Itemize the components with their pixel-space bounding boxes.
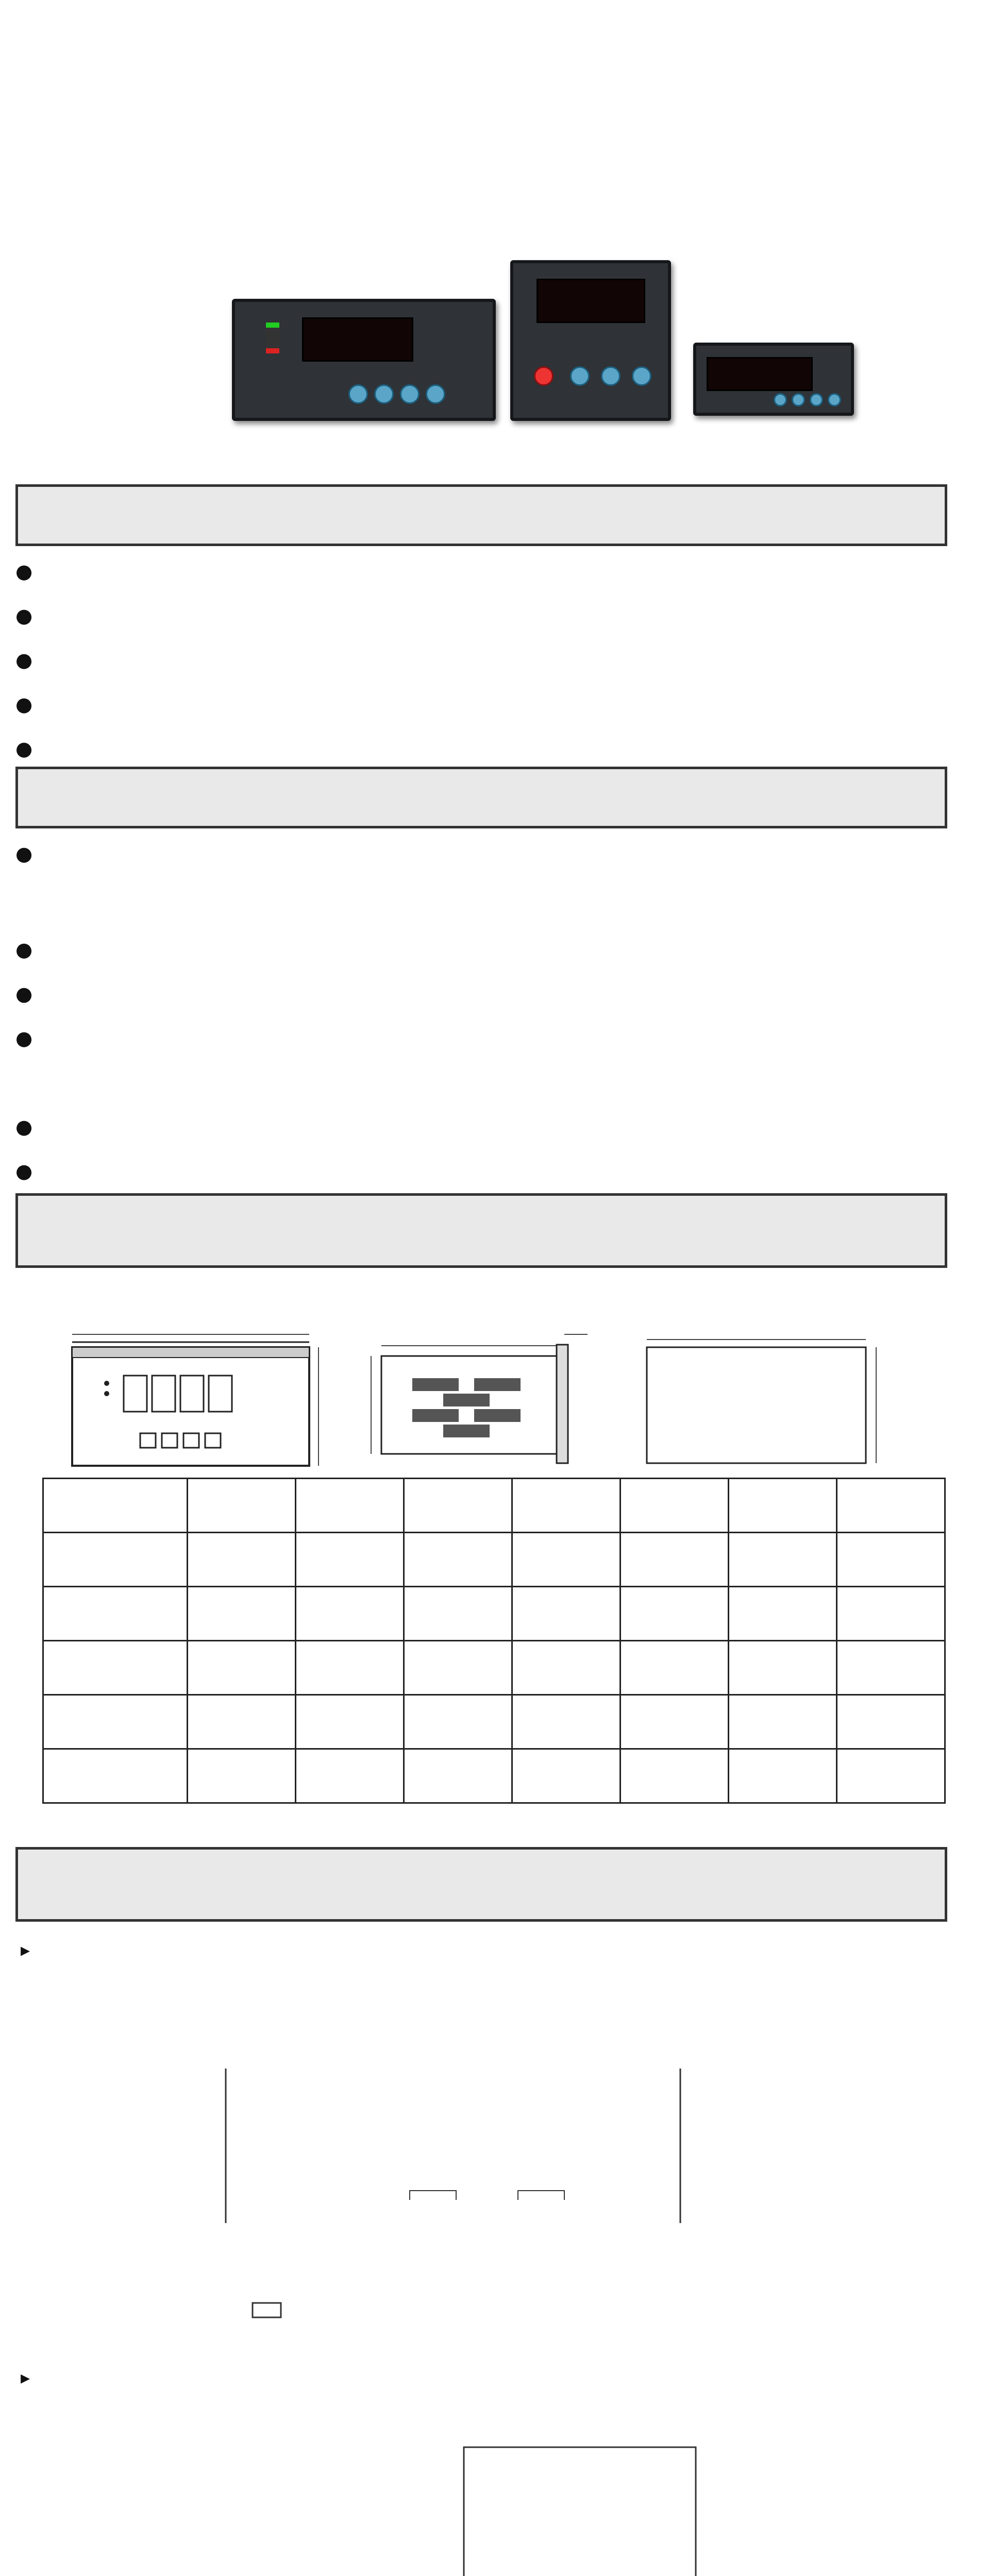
table-cell — [729, 1641, 837, 1695]
product-photo — [227, 252, 871, 428]
bullet-icon: ● — [15, 604, 33, 627]
table-cell — [43, 1587, 188, 1641]
table-cell — [729, 1533, 837, 1587]
meter-button — [570, 366, 590, 386]
table-cell — [404, 1695, 512, 1749]
table-cell — [837, 1533, 945, 1587]
table-cell — [837, 1749, 945, 1803]
table-cell — [729, 1749, 837, 1803]
table-cell — [621, 1641, 729, 1695]
table-cell — [404, 1641, 512, 1695]
table-cell — [404, 1587, 512, 1641]
meter-button — [534, 366, 554, 386]
column-header — [837, 1479, 945, 1533]
bullet-icon: ● — [15, 737, 33, 760]
sensor-symbol — [253, 2303, 281, 2317]
column-header — [296, 1479, 404, 1533]
arrow-bullet-icon: ▸ — [21, 2367, 30, 2388]
meter-button — [601, 366, 621, 386]
table-cell — [512, 1587, 621, 1641]
column-header — [188, 1479, 296, 1533]
meter-button — [400, 384, 420, 404]
table-cell — [621, 1533, 729, 1587]
section-safety-header — [15, 484, 947, 546]
meter-button — [810, 393, 823, 406]
table-cell — [512, 1749, 621, 1803]
bullet-icon: ● — [15, 560, 33, 583]
cutout-drawing — [647, 1340, 876, 1463]
table-cell — [296, 1695, 404, 1749]
bullet-icon: ● — [15, 693, 33, 716]
bullet-icon: ● — [15, 1160, 33, 1182]
table-cell — [404, 1533, 512, 1587]
column-header — [729, 1479, 837, 1533]
table-cell — [512, 1695, 621, 1749]
meter-button — [348, 384, 368, 404]
meter-button — [374, 384, 394, 404]
meter-button — [632, 366, 651, 386]
display-digits — [707, 357, 813, 391]
wiring-diagram-160x80 — [196, 1978, 789, 2349]
table-cell — [188, 1749, 296, 1803]
table-cell — [512, 1533, 621, 1587]
meter-160x80 — [232, 299, 496, 421]
table-cell — [729, 1587, 837, 1641]
side-view-drawing — [371, 1334, 588, 1463]
table-cell — [43, 1641, 188, 1695]
bullet-icon: ● — [15, 1027, 33, 1049]
table-cell — [43, 1533, 188, 1587]
table-cell — [621, 1587, 729, 1641]
meter-button — [774, 393, 787, 406]
wiring-diagram-96x96 — [289, 2442, 804, 2576]
table-cell — [43, 1695, 188, 1749]
meter-96x48 — [693, 343, 854, 416]
section-wiring-header — [15, 1847, 947, 1922]
table-row — [43, 1641, 945, 1695]
table-cell — [404, 1749, 512, 1803]
table-row — [43, 1749, 945, 1803]
display-digits — [537, 279, 645, 323]
section-dimensions-header — [15, 1193, 947, 1268]
bullet-icon: ● — [15, 938, 33, 961]
table-cell — [621, 1749, 729, 1803]
bullet-icon: ● — [15, 1115, 33, 1138]
bullet-icon: ● — [15, 982, 33, 1005]
meter-96x96 — [510, 260, 671, 421]
dimension-table — [42, 1478, 946, 1804]
table-cell — [188, 1641, 296, 1695]
table-cell — [296, 1533, 404, 1587]
table-cell — [621, 1695, 729, 1749]
table-cell — [188, 1533, 296, 1587]
bullet-icon: ● — [15, 649, 33, 671]
table-row — [43, 1587, 945, 1641]
column-header — [621, 1479, 729, 1533]
indicator-leds — [266, 323, 279, 353]
table-cell — [837, 1695, 945, 1749]
dimension-drawings — [0, 1324, 989, 1473]
table-row — [43, 1695, 945, 1749]
meter-button — [792, 393, 805, 406]
table-header-row — [43, 1479, 945, 1533]
table-cell — [512, 1641, 621, 1695]
table-cell — [296, 1641, 404, 1695]
meter-button — [426, 384, 445, 404]
display-digits — [302, 317, 413, 362]
table-cell — [188, 1587, 296, 1641]
arrow-bullet-icon: ▸ — [21, 1940, 30, 1961]
table-cell — [837, 1587, 945, 1641]
section-warning-header — [15, 767, 947, 828]
column-header — [512, 1479, 621, 1533]
table-cell — [43, 1749, 188, 1803]
table-cell — [729, 1695, 837, 1749]
bullet-icon: ● — [15, 842, 33, 865]
column-header — [404, 1479, 512, 1533]
meter-button — [828, 393, 841, 406]
table-cell — [188, 1695, 296, 1749]
front-view-drawing — [72, 1334, 319, 1466]
table-cell — [296, 1587, 404, 1641]
column-header — [43, 1479, 188, 1533]
table-cell — [296, 1749, 404, 1803]
table-row — [43, 1533, 945, 1587]
table-cell — [837, 1641, 945, 1695]
